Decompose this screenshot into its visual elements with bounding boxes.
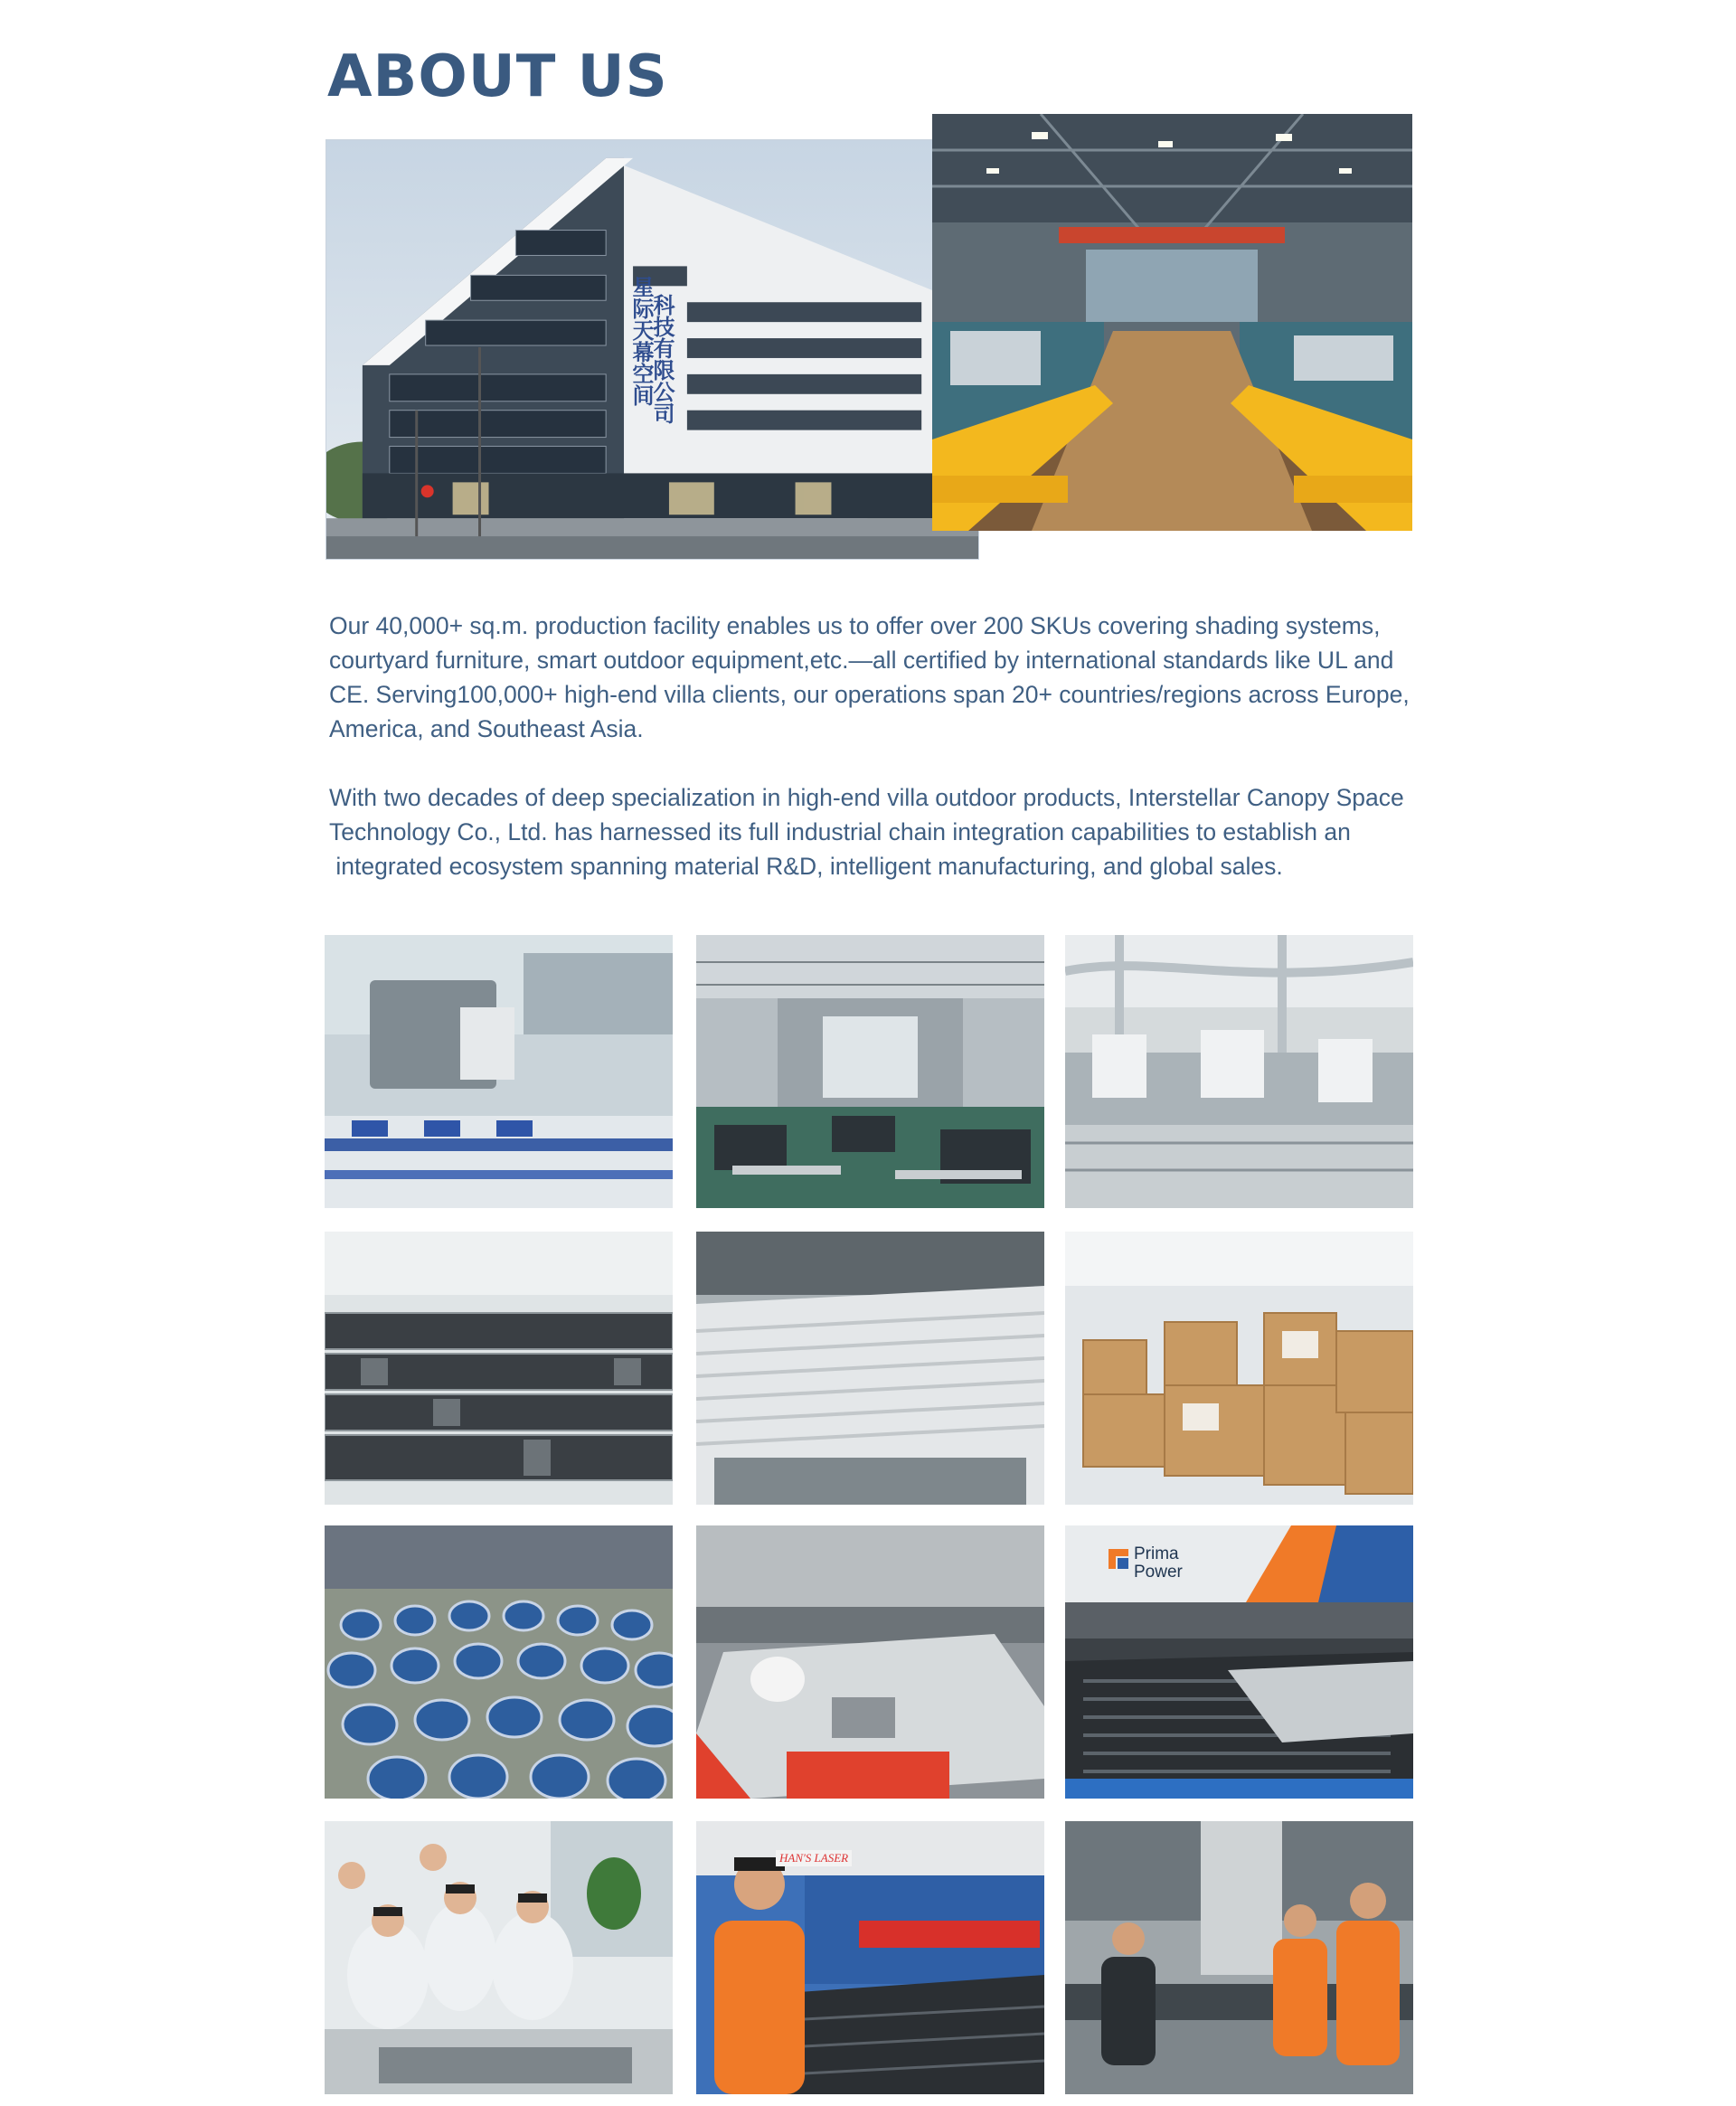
building-sign-right: 科技有限公司 — [649, 294, 675, 424]
gallery-team-inspection — [325, 1821, 673, 2094]
gallery-sheet-bending — [696, 1525, 1044, 1799]
gallery-workshop-hall — [696, 935, 1044, 1208]
paragraph-company: With two decades of deep specialization in high-end villa outdoor products, Interstellar Canopy Space Technology Co., Ltd. has harnessed its full industrial chain integration capabilities to establish an integrated ecosystem spanning material R&D, intelligent manufacturing, and global sales. — [329, 784, 1404, 880]
gallery-louver-blades — [696, 1232, 1044, 1505]
gallery-laser-operator — [696, 1821, 1044, 2094]
about-description — [329, 609, 1414, 883]
gallery-automated-line — [1065, 935, 1413, 1208]
building-sign-left: 星际天幕空间 — [628, 276, 654, 406]
page-title: ABOUT US — [327, 43, 668, 110]
paragraph-facility: Our 40,000+ sq.m. production facility enables us to offer over 200 SKUs covering shading systems, courtyard furniture, smart outdoor equipment,etc.—all certified by international standards like UL and CE. Serving100,000+ high-end villa clients, our operations span 20+ countries/regions across Europe, America, and Southeast Asia. — [329, 612, 1410, 742]
gallery-punch-press — [1065, 1525, 1413, 1799]
office-building-photo — [326, 139, 979, 560]
prima-power-logo: Prima Power — [1134, 1544, 1183, 1582]
gallery-aluminum-profiles — [325, 1232, 673, 1505]
factory-floor-photo — [932, 114, 1412, 531]
gallery-press-brake-workers — [1065, 1821, 1413, 2094]
gallery-steel-coils — [325, 1525, 673, 1799]
gallery-warehouse-boxes — [1065, 1232, 1413, 1505]
hans-laser-label: HAN'S LASER — [776, 1850, 852, 1866]
prima-power-logo-icon — [1109, 1549, 1128, 1569]
factory-gallery — [325, 935, 1413, 2092]
gallery-cnc-machine — [325, 935, 673, 1208]
